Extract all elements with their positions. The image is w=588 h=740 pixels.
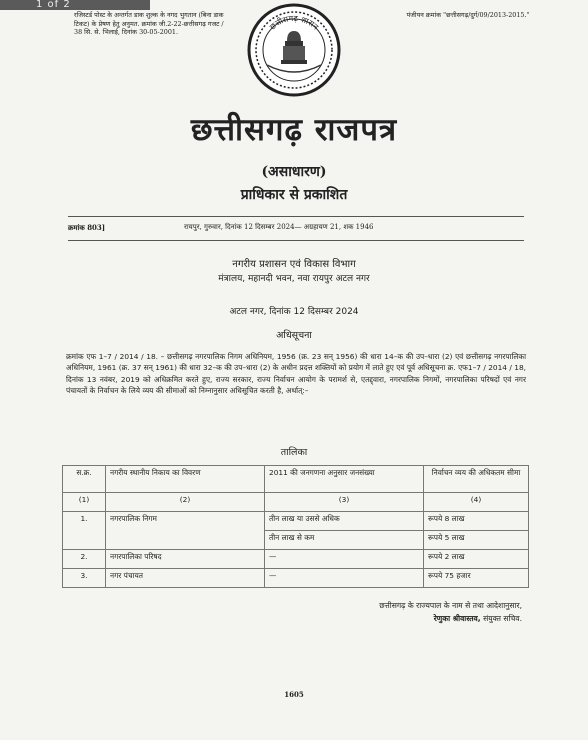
col-number: (4) xyxy=(424,493,529,512)
col-header-population: 2011 की जनगणना अनुसार जनसंख्या xyxy=(265,466,424,493)
issue-number: क्रमांक 803] xyxy=(68,223,106,232)
gazette-subtitle-authority: प्राधिकार से प्रकाशित xyxy=(240,187,348,203)
divider-top xyxy=(68,216,524,217)
signatory-designation: संयुक्त सचिव. xyxy=(483,614,522,623)
cell-limit: रूपये 5 लाख xyxy=(424,531,529,550)
page-counter-badge: 1 of 2 xyxy=(0,0,150,10)
table-number-row xyxy=(63,493,529,512)
expense-limit-table xyxy=(62,465,529,588)
table-header-row xyxy=(63,466,529,493)
state-emblem-seal-icon xyxy=(247,3,341,97)
cell-population: — xyxy=(265,550,424,569)
col-number: (3) xyxy=(265,493,424,512)
cell-population: तीन लाख या उससे अधिक xyxy=(265,512,424,531)
cell-limit: रूपये 75 हजार xyxy=(424,569,529,588)
department-name: नगरीय प्रशासन एवं विकास विभाग xyxy=(232,259,356,270)
cell-limit: रूपये 8 लाख xyxy=(424,512,529,531)
col-number: (2) xyxy=(106,493,265,512)
signature-authority: छत्तीसगढ़ के राज्यपाल के नाम से तथा आदेशानुसार, xyxy=(379,601,522,610)
cell-body: नगरपालिक निगम xyxy=(106,512,265,550)
table-row xyxy=(63,550,529,569)
notification-heading: अधिसूचना xyxy=(276,330,312,341)
cell-sno: 3. xyxy=(63,569,106,588)
seal-text: छत्तीसगढ़ शासन xyxy=(268,13,321,32)
col-header-body: नगरीय स्थानीय निकाय का विवरण xyxy=(106,466,265,493)
issue-date: रायपुर, गुरुवार, दिनांक 12 दिसम्बर 2024— अग्रहायण 21, शक 1946 xyxy=(184,223,374,231)
gazette-title: छत्तीसगढ़ राजपत्र xyxy=(190,112,398,148)
cell-sno: 2. xyxy=(63,550,106,569)
cell-population: — xyxy=(265,569,424,588)
place-date: अटल नगर, दिनांक 12 दिसम्बर 2024 xyxy=(229,307,359,317)
col-header-sno: स.क्र. xyxy=(63,466,106,493)
table-row xyxy=(63,569,529,588)
col-number: (1) xyxy=(63,493,106,512)
page-number: 1605 xyxy=(284,690,304,699)
cell-limit: रूपये 2 लाख xyxy=(424,550,529,569)
department-address: मंत्रालय, महानदी भवन, नवा रायपुर अटल नगर xyxy=(218,274,370,284)
cell-population: तीन लाख से कम xyxy=(265,531,424,550)
cell-sno: 1. xyxy=(63,512,106,550)
gazette-subtitle-extraordinary: (असाधारण) xyxy=(261,164,327,180)
cell-body: नगर पंचायत xyxy=(106,569,265,588)
cell-body: नगरपालिका परिषद xyxy=(106,550,265,569)
notification-body: क्रमांक एफ 1–7 / 2014 / 18. – छत्तीसगढ़ नगरपालिक निगम अधिनियम, 1956 (क्र. 23 सन् 1956) की धारा 14–क की उप–धारा (2) एवं छत्तीसगढ़ नगरपालिका अधिनियम, 1961 (क्र. 37 सन् 1961) की धारा 32–क की उप–धारा (2) के अधीन प्रदत्त शक्तियों को प्रयोग में लाते हुए एवं पूर्व अधिसूचना क्र. एफ1–7 / 2014 / 18, दिनांक 13 नवंबर, 2019 को अधिक्रमित करते हुए, राज्य सरकार, राज्य निर्वाचन आयोग के परामर्श से, एतद्द्वारा, नगरपालिक निगमों, नगरपालिका परिषदों एवं नगर पंचायतों के निर्वाचन के लिये व्यय की सीमाओं को निम्नानुसार अधिसूचित करती है, अर्थात्:– xyxy=(66,352,526,395)
signature-block xyxy=(300,614,522,624)
table-caption: तालिका xyxy=(280,447,308,458)
registration-number: पंजीयन क्रमांक "छत्तीसगढ़/दुर्ग/09/2013-2015." xyxy=(406,11,530,19)
divider-bottom xyxy=(68,240,524,241)
signatory-name: रेणुका श्रीवास्तव, xyxy=(433,614,481,623)
table-row xyxy=(63,512,529,531)
col-header-limit: निर्वाचन व्यय की अधिकतम सीमा xyxy=(424,466,529,493)
postal-note: रजिस्टर्ड पोस्ट के अन्तर्गत डाक शुल्क के नगद भुगतान (बिना डाक टिकट) के प्रेषण हेतु अनुमत. क्रमांक जी.2-22-छत्तीसगढ़ गजट / 38 सि. से. भिलाई, दिनांक 30-05-2001. xyxy=(74,11,224,37)
